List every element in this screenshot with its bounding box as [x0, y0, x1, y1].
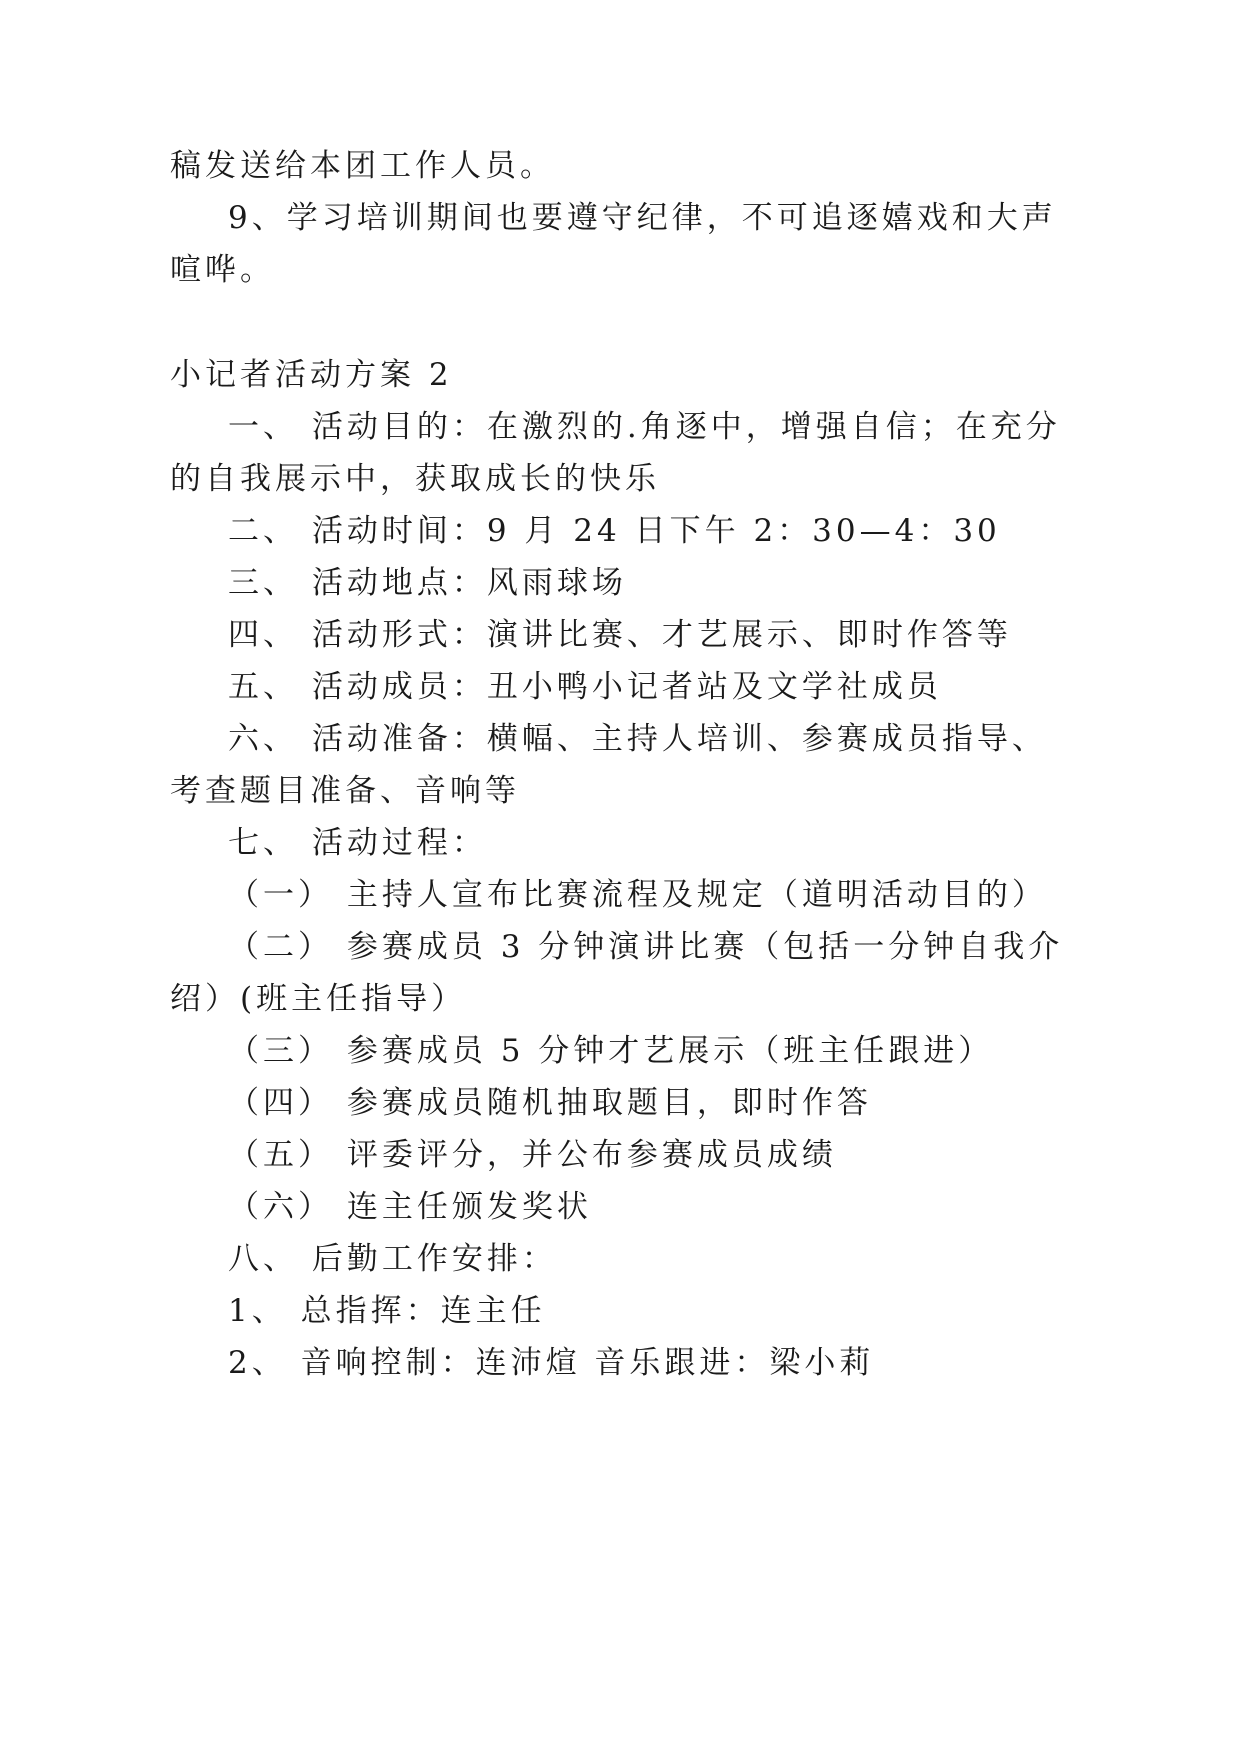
text-line: （三） 参赛成员 5 分钟才艺展示（班主任跟进） [228, 1033, 994, 1069]
text-line: 七、 活动过程： [228, 825, 487, 861]
text-line: 考查题目准备、音响等 [170, 773, 520, 809]
text-line: 稿发送给本团工作人员。 [170, 148, 555, 184]
text-line: （四） 参赛成员随机抽取题目，即时作答 [228, 1085, 872, 1121]
text-line: 喧哗。 [170, 252, 275, 288]
text-line: 二、 活动时间：9 月 24 日下午 2：30—4：30 [228, 513, 1001, 549]
text-line: （六） 连主任颁发奖状 [228, 1189, 592, 1225]
text-line: 2、 音响控制：连沛煊 音乐跟进：梁小莉 [228, 1345, 875, 1381]
text-line: （五） 评委评分，并公布参赛成员成绩 [228, 1137, 837, 1173]
text-line: 三、 活动地点：风雨球场 [228, 565, 627, 601]
text-line: （一） 主持人宣布比赛流程及规定（道明活动目的） [228, 877, 1047, 913]
text-line: （二） 参赛成员 3 分钟演讲比赛（包括一分钟自我介 [228, 929, 1064, 965]
section-title: 小记者活动方案 2 [170, 357, 453, 393]
text-line: 9、学习培训期间也要遵守纪律，不可追逐嬉戏和大声 [228, 200, 1057, 236]
text-line: 五、 活动成员：丑小鸭小记者站及文学社成员 [228, 669, 942, 705]
text-line: 1、 总指挥：连主任 [228, 1293, 546, 1329]
text-line: 一、 活动目的：在激烈的.角逐中，增强自信；在充分 [228, 409, 1061, 445]
text-line: 八、 后勤工作安排： [228, 1241, 557, 1277]
text-line: 绍）(班主任指导） [170, 981, 467, 1017]
text-line: 的自我展示中，获取成长的快乐 [170, 461, 660, 497]
text-line: 六、 活动准备：横幅、主持人培训、参赛成员指导、 [228, 721, 1047, 757]
text-line: 四、 活动形式：演讲比赛、才艺展示、即时作答等 [228, 617, 1012, 653]
